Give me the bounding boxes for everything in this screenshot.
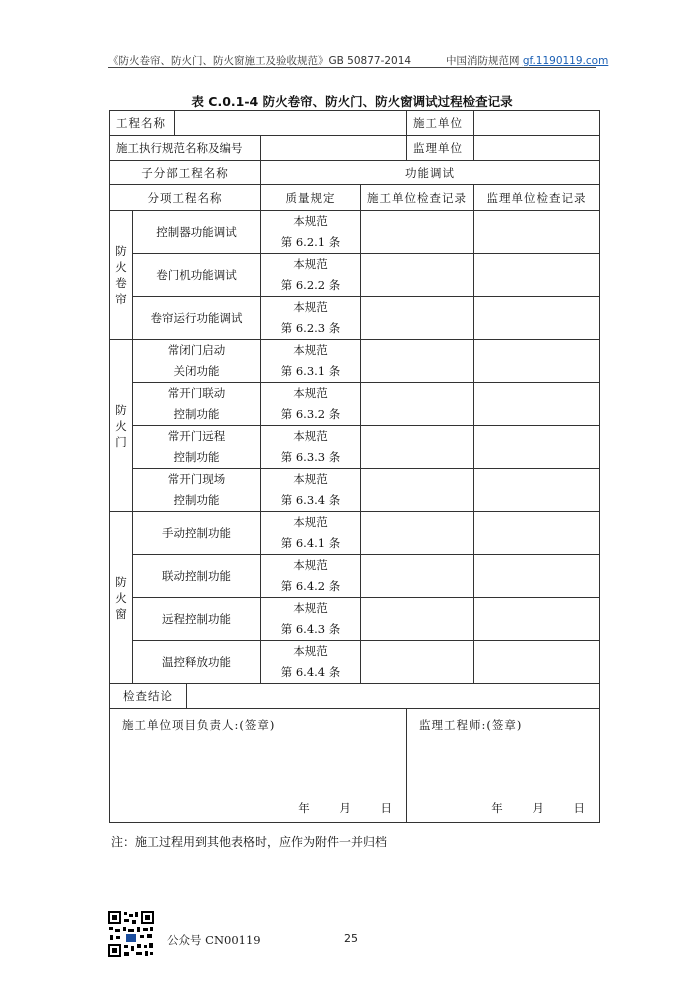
header-item: 分项工程名称 bbox=[110, 185, 261, 211]
item-name-line: 关闭功能 bbox=[173, 364, 220, 378]
item-name-line: 常开门远程 bbox=[167, 429, 226, 443]
supervision-record-cell[interactable] bbox=[474, 426, 600, 469]
footnote: 注：施工过程用到其他表格时，应作为附件一并归档 bbox=[111, 835, 388, 849]
construction-record-cell[interactable] bbox=[361, 211, 474, 254]
supervision-record-cell[interactable] bbox=[474, 641, 600, 684]
supervision-record-cell[interactable] bbox=[474, 383, 600, 426]
item-name bbox=[133, 340, 261, 383]
supervision-record-cell[interactable] bbox=[474, 254, 600, 297]
item-name-line: 联动控制功能 bbox=[162, 569, 231, 583]
row-conclusion bbox=[110, 684, 600, 709]
quality-rule bbox=[261, 426, 361, 469]
quality-rule bbox=[261, 340, 361, 383]
signature-construction[interactable] bbox=[110, 709, 407, 823]
header-standard-title: 《防火卷帘、防火门、防火窗施工及验收规范》GB 50877-2014 bbox=[108, 55, 412, 67]
item-name-line: 控制器功能调试 bbox=[156, 225, 237, 239]
header-site-name: 中国消防规范网 bbox=[446, 55, 520, 67]
item-name-line: 卷帘运行功能调试 bbox=[150, 311, 243, 325]
supervision-record-cell[interactable] bbox=[474, 211, 600, 254]
item-name-line: 远程控制功能 bbox=[162, 612, 231, 626]
date-day-label: 日 bbox=[380, 801, 392, 815]
row-column-headers bbox=[110, 185, 600, 211]
item-name-line: 控制功能 bbox=[173, 450, 220, 464]
value-construction-unit[interactable] bbox=[474, 111, 600, 136]
group-label-char: 窗 bbox=[115, 606, 127, 621]
quality-clause: 第 6.2.1 条 bbox=[280, 235, 341, 249]
quality-rule bbox=[261, 469, 361, 512]
header-site-link[interactable]: gf.1190119.com bbox=[522, 55, 609, 67]
header-supervision-record: 监理单位检查记录 bbox=[474, 185, 600, 211]
header-construction-record: 施工单位检查记录 bbox=[361, 185, 474, 211]
construction-record-cell[interactable] bbox=[361, 426, 474, 469]
group-label-char: 卷 bbox=[115, 276, 127, 290]
group-label-char: 火 bbox=[115, 590, 127, 605]
construction-record-cell[interactable] bbox=[361, 340, 474, 383]
item-name-line: 温控释放功能 bbox=[162, 655, 231, 669]
signature-supervision-label: 监理工程师:(签章) bbox=[419, 718, 523, 732]
supervision-record-cell[interactable] bbox=[474, 512, 600, 555]
quality-clause: 第 6.4.3 条 bbox=[280, 622, 341, 636]
quality-spec: 本规范 bbox=[293, 429, 328, 443]
value-conclusion[interactable] bbox=[187, 684, 600, 709]
quality-rule bbox=[261, 254, 361, 297]
item-name bbox=[133, 211, 261, 254]
group-label-char: 防 bbox=[115, 402, 127, 417]
row-project bbox=[110, 111, 600, 136]
page-title: 表 C.0.1-4 防火卷帘、防火门、防火窗调试过程检查记录 bbox=[191, 94, 513, 109]
qr-code-icon bbox=[107, 910, 155, 958]
label-supervision-unit: 监理单位 bbox=[407, 136, 474, 161]
quality-spec: 本规范 bbox=[293, 515, 328, 529]
signature-construction-label: 施工单位项目负责人:(签章) bbox=[122, 718, 276, 732]
quality-spec: 本规范 bbox=[293, 257, 328, 271]
value-supervision-unit[interactable] bbox=[474, 136, 600, 161]
supervision-record-cell[interactable] bbox=[474, 297, 600, 340]
date-day-label: 日 bbox=[573, 801, 585, 815]
quality-clause: 第 6.2.3 条 bbox=[280, 321, 341, 335]
construction-record-cell[interactable] bbox=[361, 512, 474, 555]
table-row bbox=[110, 598, 600, 641]
quality-rule bbox=[261, 297, 361, 340]
label-project-name: 工程名称 bbox=[110, 111, 175, 136]
item-name bbox=[133, 555, 261, 598]
table-row bbox=[110, 426, 600, 469]
group-label-char: 门 bbox=[115, 434, 127, 449]
quality-clause: 第 6.4.1 条 bbox=[280, 536, 341, 550]
supervision-record-cell[interactable] bbox=[474, 598, 600, 641]
signature-construction-date bbox=[272, 800, 392, 816]
label-function-debug: 功能调试 bbox=[261, 161, 600, 185]
quality-rule bbox=[261, 641, 361, 684]
label-spec-name: 施工执行规范名称及编号 bbox=[110, 136, 261, 161]
construction-record-cell[interactable] bbox=[361, 254, 474, 297]
label-construction-unit: 施工单位 bbox=[407, 111, 474, 136]
table-row bbox=[110, 211, 600, 254]
quality-spec: 本规范 bbox=[293, 601, 328, 615]
table-row bbox=[110, 469, 600, 512]
item-name bbox=[133, 297, 261, 340]
group-label-char: 防 bbox=[115, 574, 127, 589]
table-row bbox=[110, 641, 600, 684]
supervision-record-cell[interactable] bbox=[474, 555, 600, 598]
label-sub-project: 子分部工程名称 bbox=[110, 161, 261, 185]
item-name-line: 控制功能 bbox=[173, 407, 220, 421]
date-year-label: 年 bbox=[491, 801, 503, 815]
construction-record-cell[interactable] bbox=[361, 469, 474, 512]
quality-rule bbox=[261, 598, 361, 641]
quality-rule bbox=[261, 512, 361, 555]
quality-spec: 本规范 bbox=[293, 300, 328, 314]
item-name bbox=[133, 383, 261, 426]
item-name bbox=[133, 469, 261, 512]
signature-supervision-date bbox=[465, 800, 585, 816]
group-label bbox=[110, 340, 133, 512]
row-subproject bbox=[110, 161, 600, 185]
quality-spec: 本规范 bbox=[293, 644, 328, 658]
quality-spec: 本规范 bbox=[293, 472, 328, 486]
construction-record-cell[interactable] bbox=[361, 641, 474, 684]
quality-rule bbox=[261, 211, 361, 254]
group-label-char: 帘 bbox=[115, 292, 127, 306]
construction-record-cell[interactable] bbox=[361, 598, 474, 641]
item-name-line: 控制功能 bbox=[173, 493, 220, 507]
wechat-account: 公众号 CN00119 bbox=[167, 933, 261, 947]
signature-supervision[interactable] bbox=[407, 709, 600, 823]
group-label-char: 防 bbox=[115, 244, 127, 258]
quality-spec: 本规范 bbox=[293, 558, 328, 572]
quality-rule bbox=[261, 383, 361, 426]
row-spec bbox=[110, 136, 600, 161]
supervision-record-cell[interactable] bbox=[474, 340, 600, 383]
table-row bbox=[110, 340, 600, 383]
table-row bbox=[110, 383, 600, 426]
date-month-label: 月 bbox=[339, 801, 351, 815]
quality-spec: 本规范 bbox=[293, 343, 328, 357]
group-label bbox=[110, 512, 133, 684]
item-name-line: 手动控制功能 bbox=[162, 526, 231, 540]
table-row bbox=[110, 297, 600, 340]
quality-clause: 第 6.4.4 条 bbox=[280, 665, 341, 679]
quality-clause: 第 6.3.4 条 bbox=[280, 493, 341, 507]
item-name bbox=[133, 641, 261, 684]
item-name-line: 常闭门启动 bbox=[167, 343, 226, 357]
header-quality: 质量规定 bbox=[261, 185, 361, 211]
label-conclusion: 检查结论 bbox=[110, 684, 187, 709]
quality-clause: 第 6.3.1 条 bbox=[280, 364, 341, 378]
value-spec-name[interactable] bbox=[261, 136, 407, 161]
group-label-char: 火 bbox=[115, 418, 127, 433]
construction-record-cell[interactable] bbox=[361, 297, 474, 340]
header-divider bbox=[108, 67, 596, 68]
inspection-record-table bbox=[109, 110, 600, 823]
item-name-line: 常开门现场 bbox=[167, 472, 226, 486]
item-name bbox=[133, 512, 261, 555]
value-project-name[interactable] bbox=[175, 111, 407, 136]
item-name bbox=[133, 426, 261, 469]
quality-rule bbox=[261, 555, 361, 598]
construction-record-cell[interactable] bbox=[361, 383, 474, 426]
header-site bbox=[446, 53, 608, 68]
supervision-record-cell[interactable] bbox=[474, 469, 600, 512]
date-year-label: 年 bbox=[298, 801, 310, 815]
group-label bbox=[110, 211, 133, 340]
quality-clause: 第 6.3.3 条 bbox=[280, 450, 341, 464]
quality-clause: 第 6.3.2 条 bbox=[280, 407, 341, 421]
item-name bbox=[133, 254, 261, 297]
item-name-line: 卷门机功能调试 bbox=[156, 268, 237, 282]
row-signatures bbox=[110, 709, 600, 823]
table-row bbox=[110, 555, 600, 598]
table-row bbox=[110, 512, 600, 555]
item-name bbox=[133, 598, 261, 641]
date-month-label: 月 bbox=[532, 801, 544, 815]
quality-clause: 第 6.2.2 条 bbox=[280, 278, 341, 292]
table-row bbox=[110, 254, 600, 297]
page-number: 25 bbox=[344, 932, 358, 945]
construction-record-cell[interactable] bbox=[361, 555, 474, 598]
group-label-char: 火 bbox=[115, 260, 127, 274]
item-name-line: 常开门联动 bbox=[167, 386, 226, 400]
quality-spec: 本规范 bbox=[293, 214, 328, 228]
quality-clause: 第 6.4.2 条 bbox=[280, 579, 341, 593]
quality-spec: 本规范 bbox=[293, 386, 328, 400]
